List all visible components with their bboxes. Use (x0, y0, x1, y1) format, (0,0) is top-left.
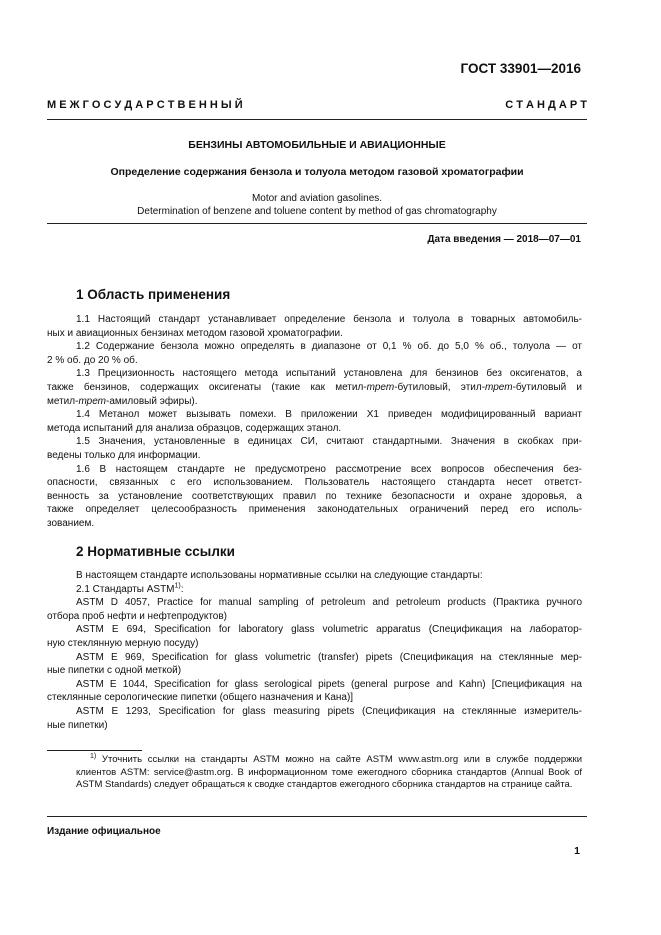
section-2-heading: 2 Нормативные ссылки (76, 544, 235, 559)
s1-line-15: также определяет целесообразность применения законодательных ограничений перед его исполь- (47, 504, 582, 516)
s2-line-2: 2.1 Стандарты ASTM$^{1)}$: (76, 582, 184, 595)
s2-line-4: отбора проб нефти и нефтепродуктов) (47, 610, 227, 622)
s1-line-12: 1.6 В настоящем стандарте не предусмотрено рассмотрение всех вопросов обеспечения без- (76, 463, 582, 475)
title-sub: Определение содержания бензола и толуола методом газовой хроматографии (110, 166, 524, 178)
s2-line-5: ASTM E 694, Specification for laboratory glass volumetric apparatus (Спецификация на лаборатор- (76, 624, 582, 636)
interstate-right: С Т А Н Д А Р Т (505, 99, 587, 111)
section-1-heading: 1 Область применения (76, 287, 231, 302)
title-main: БЕНЗИНЫ АВТОМОБИЛЬНЫЕ И АВИАЦИОННЫЕ (188, 139, 446, 151)
s2-line-7: ASTM E 969, Specification for glass volumetric (transfer) pipets (Спецификация на стеклянные мер- (76, 651, 582, 663)
s1-line-8: 1.4 Метанол может вызывать помехи. В приложении X1 приведен модифицированный вариант (76, 409, 582, 421)
official-edition-label: Издание официальное (47, 826, 161, 837)
footnote-text: Уточнить ссылки на стандарты ASTM можно на сайте ASTM www.astm.org или в службе поддержки клиентов ASTM: service@astm.org. В информационном томе ежегодного сборника стандартов (Annual Book of ASTM Standards) следует обращаться к сводке стандартов ежегодного сборника стандартов на странице сайта. (76, 754, 583, 790)
s1-line-5: 1.3 Прецизионность настоящего метода испытаний установлена для бензинов без оксигенатов, а (76, 368, 582, 380)
s1-line-7: метил-трет-амиловый эфиры). (47, 395, 198, 407)
interstate-left: М Е Ж Г О С У Д А Р С Т В Е Н Н Ы Й (47, 99, 243, 111)
s2-line-1: В настоящем стандарте использованы нормативные ссылки на следующие стандарты: (76, 570, 483, 581)
top-rule (47, 119, 587, 120)
section-2-body (47, 569, 582, 732)
interstate-standard-banner (47, 99, 587, 111)
s2-line-12: ные пипетки) (47, 719, 108, 731)
s1-line-3: 1.2 Содержание бензола можно определять в диапазоне от 0,1 % об. до 5,0 % об., толуола — от (76, 341, 582, 353)
s1-line-14: венность за установление соответствующих правил по технике безопасности и охране здоровья, а (47, 490, 582, 502)
section-1-body (47, 313, 583, 531)
s1-line-16: зованием. (47, 517, 95, 529)
s1-line-13: опасности, связанных с его использованием. Пользователь настоящего стандарта несет ответст- (47, 477, 582, 489)
s2-line-10: стеклянные серологические пипетки (общего назначения и Кана)] (47, 692, 354, 704)
title-en-line1: Motor and aviation gasolines. (251, 193, 383, 204)
s1-line-1: 1.1 Настоящий стандарт устанавливает определение бензола и толуола в товарных автомобиль- (76, 314, 582, 325)
title-en-line2: Determination of benzene and toluene content by method of gas chromatography (137, 206, 497, 217)
s1-line-10: 1.5 Значения, установленные в единицах СИ, считают стандартными. Значения в скобках при- (76, 436, 582, 448)
s2-line-11: ASTM E 1293, Specification for glass measuring pipets (Спецификация на стеклянные измеритель- (76, 705, 582, 717)
footnote-mark: 1) (90, 752, 97, 760)
introduction-date: Дата введения — 2018—07—01 (427, 234, 581, 245)
title-english (47, 192, 587, 218)
page-number: 1 (574, 845, 580, 857)
s2-line-3: ASTM D 4057, Practice for manual sampling of petroleum and petroleum products (Практика ручного (76, 597, 582, 609)
s2-line-9: ASTM E 1044, Specification for glass serological pipets (general purpose and Kahn) [Спецификация на (76, 678, 582, 690)
footnote (76, 754, 582, 792)
standard-number: ГОСТ 33901—2016 (460, 61, 581, 76)
s1-line-11: ведены только для информации. (47, 449, 201, 461)
footnote-rule (47, 750, 142, 751)
s1-line-6: также бензинов, содержащих оксигенаты (такие как метил-трет-бутиловый, этил-трет-бутиловый и (47, 381, 583, 393)
title-rule (47, 223, 587, 224)
s2-line-8: ные пипетки с одной меткой) (47, 665, 182, 677)
s1-line-9: метода испытаний для анализа образцов, содержащих этанол. (47, 422, 342, 434)
footer-rule (47, 816, 587, 817)
s1-line-2: ных и авиационных бензинах методом газовой хроматографии. (47, 327, 343, 339)
s2-line-6: ную стеклянную мерную посуду) (47, 637, 199, 649)
s1-line-4: 2 % об. до 20 % об. (47, 354, 138, 366)
